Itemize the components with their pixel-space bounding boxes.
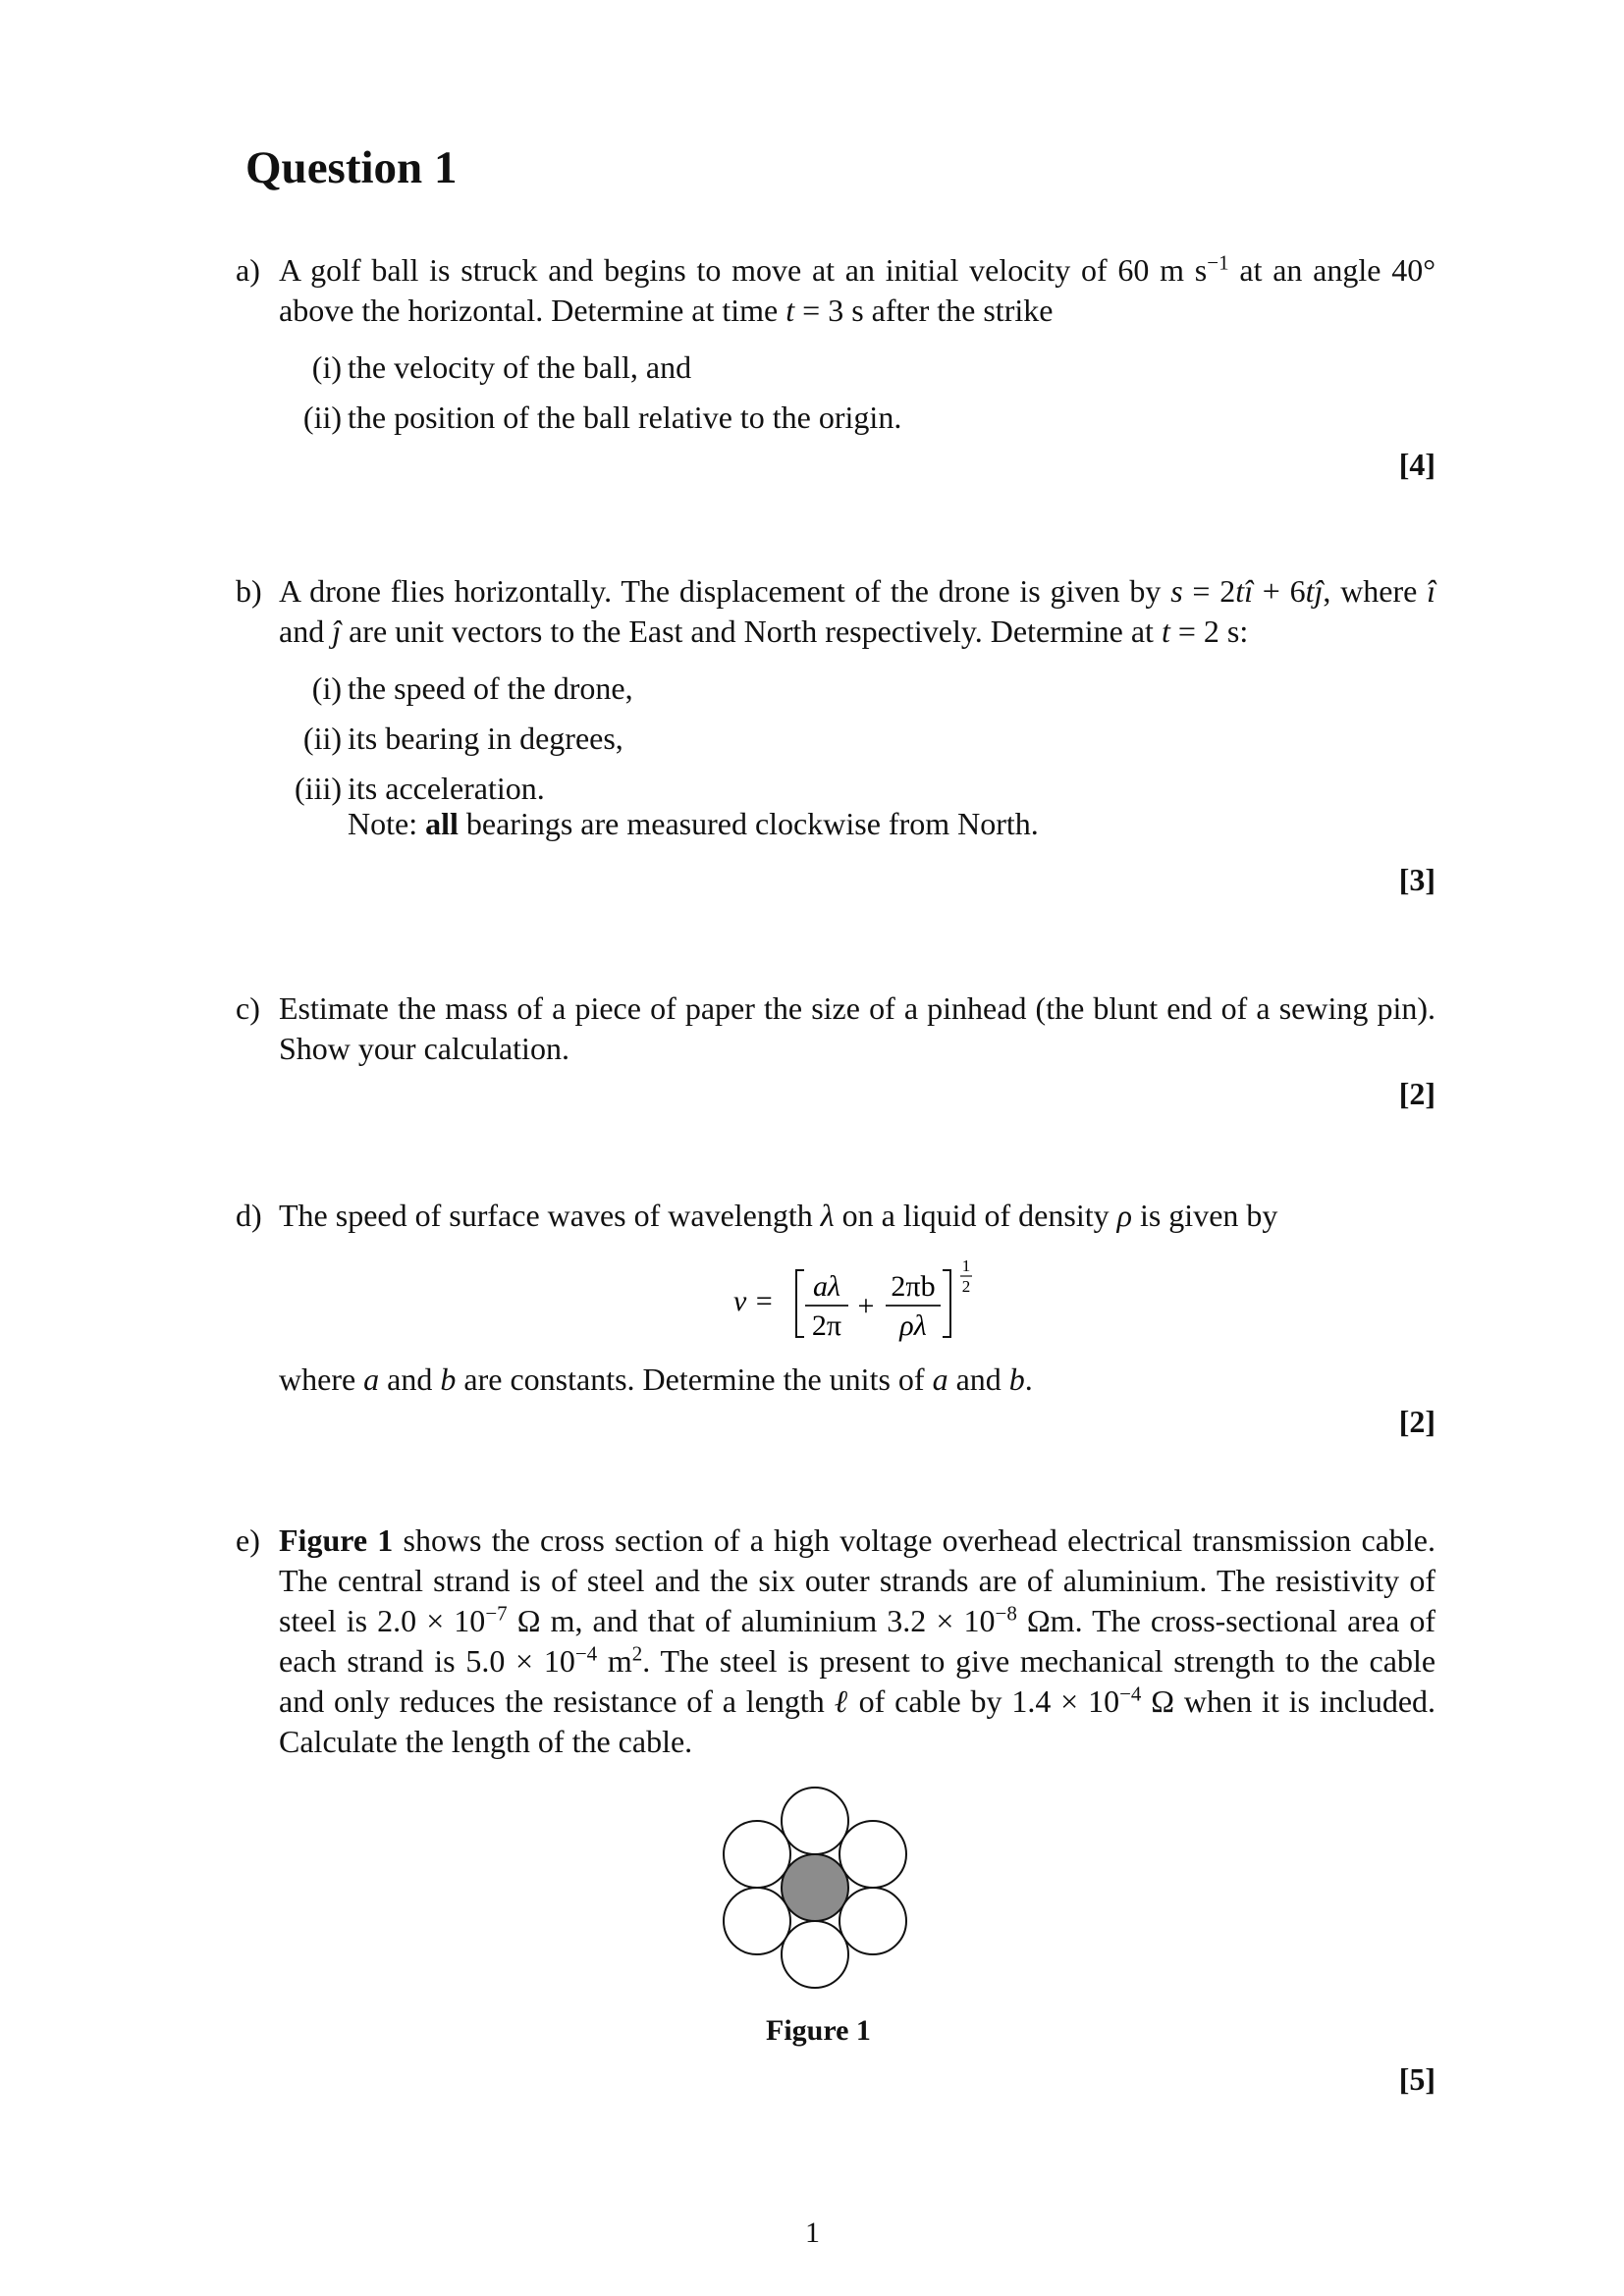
aluminium-strand <box>724 1821 790 1888</box>
aluminium-strand <box>724 1888 790 1954</box>
part-e-marks: [5] <box>1398 2061 1435 2097</box>
part-b-label: b) <box>236 573 262 609</box>
part-b-text: A drone flies horizontally. The displacement of the drone is given by s = 2tî + 6tĵ, where î and ĵ are unit vectors to the East and North respectively. Determine at t = 2 s: <box>279 573 1436 649</box>
page-number: 1 <box>805 2216 820 2249</box>
list-item: (iii) its acceleration. <box>295 771 545 806</box>
part-d <box>236 1196 1435 1236</box>
part-d-text: The speed of surface waves of wavelength λ on a liquid of density ρ is given by <box>279 1198 1278 1233</box>
part-c-marks: [2] <box>1398 1076 1435 1111</box>
figure-caption: Figure 1 <box>766 2014 871 2047</box>
aluminium-strand <box>782 1921 848 1988</box>
part-a-text: A golf ball is struck and begins to move at an initial velocity of 60 m $s^{-1}$ at an angle 40° above the horizontal. Determine at time t = 3 s after the strike <box>279 250 1436 328</box>
fraction2-denominator: ρλ <box>899 1309 927 1342</box>
exponent-numerator: 1 <box>961 1256 971 1275</box>
aluminium-strand <box>839 1821 906 1888</box>
part-d-marks: [2] <box>1398 1404 1435 1439</box>
part-b <box>236 571 1435 844</box>
part-b-subitems <box>279 664 1435 844</box>
plus-sign: + <box>857 1290 875 1322</box>
svg-text:v =: v = <box>733 1285 775 1317</box>
bearing-note: Note: all bearings are measured clockwise from North. <box>348 806 1039 841</box>
part-c-label: c) <box>236 990 260 1026</box>
cable-cross-section-figure <box>717 1787 913 1993</box>
fraction2-numerator: 2πb <box>891 1270 936 1303</box>
part-e-text: Figure 1 shows the cross section of a high voltage overhead electrical transmission cable. The central strand is of steel and the six outer strands are of aluminium. The resistivity of steel is $2.0 \times 10^{-7}$ Ω m, and that of aluminium $3.2 \times 10^{-8}$ Ωm. The cross-sectional area of each strand is $5.0 \times 10^{-4}$ $m^2$. The steel is present to give mechanical strength to the cable and only reduces the resistance of a length ℓ of cable by $1.4 \times 10^{-4}$ Ω when it is included. Calculate the length of the cable. <box>279 1522 1436 1759</box>
list-item: (i) the velocity of the ball, and <box>311 349 692 385</box>
fraction1-denominator: 2π <box>811 1309 842 1342</box>
part-d-after-text: where a and b are constants. Determine the units of a and b. <box>279 1362 1033 1397</box>
part-a-marks: [4] <box>1398 447 1435 482</box>
part-a-subitems <box>279 343 1435 443</box>
question-title: Question 1 <box>245 142 458 193</box>
part-c-text: Estimate the mass of a piece of paper the size of a pinhead (the blunt end of a sewing pin). Show your calculation. <box>279 990 1435 1066</box>
part-a-label: a) <box>236 252 260 288</box>
part-e-label: e) <box>236 1522 260 1558</box>
part-e <box>236 1521 1435 1762</box>
list-item: (i) the speed of the drone, <box>311 670 633 706</box>
list-item: (ii) its bearing in degrees, <box>302 721 623 756</box>
wave-speed-formula <box>729 1253 1003 1351</box>
exponent-denominator: 2 <box>961 1277 971 1296</box>
part-d-label: d) <box>236 1198 262 1233</box>
part-b-marks: [3] <box>1398 862 1435 897</box>
left-bracket <box>796 1270 804 1337</box>
aluminium-strand <box>839 1888 906 1954</box>
steel-strand <box>782 1854 848 1921</box>
right-bracket <box>943 1270 950 1337</box>
part-a <box>236 250 1435 443</box>
part-d-after <box>236 1360 1435 1400</box>
fraction1-numerator: aλ <box>813 1270 840 1303</box>
list-item: (ii) the position of the ball relative to the origin. <box>302 400 902 435</box>
aluminium-strand <box>782 1788 848 1854</box>
part-c <box>236 988 1435 1069</box>
